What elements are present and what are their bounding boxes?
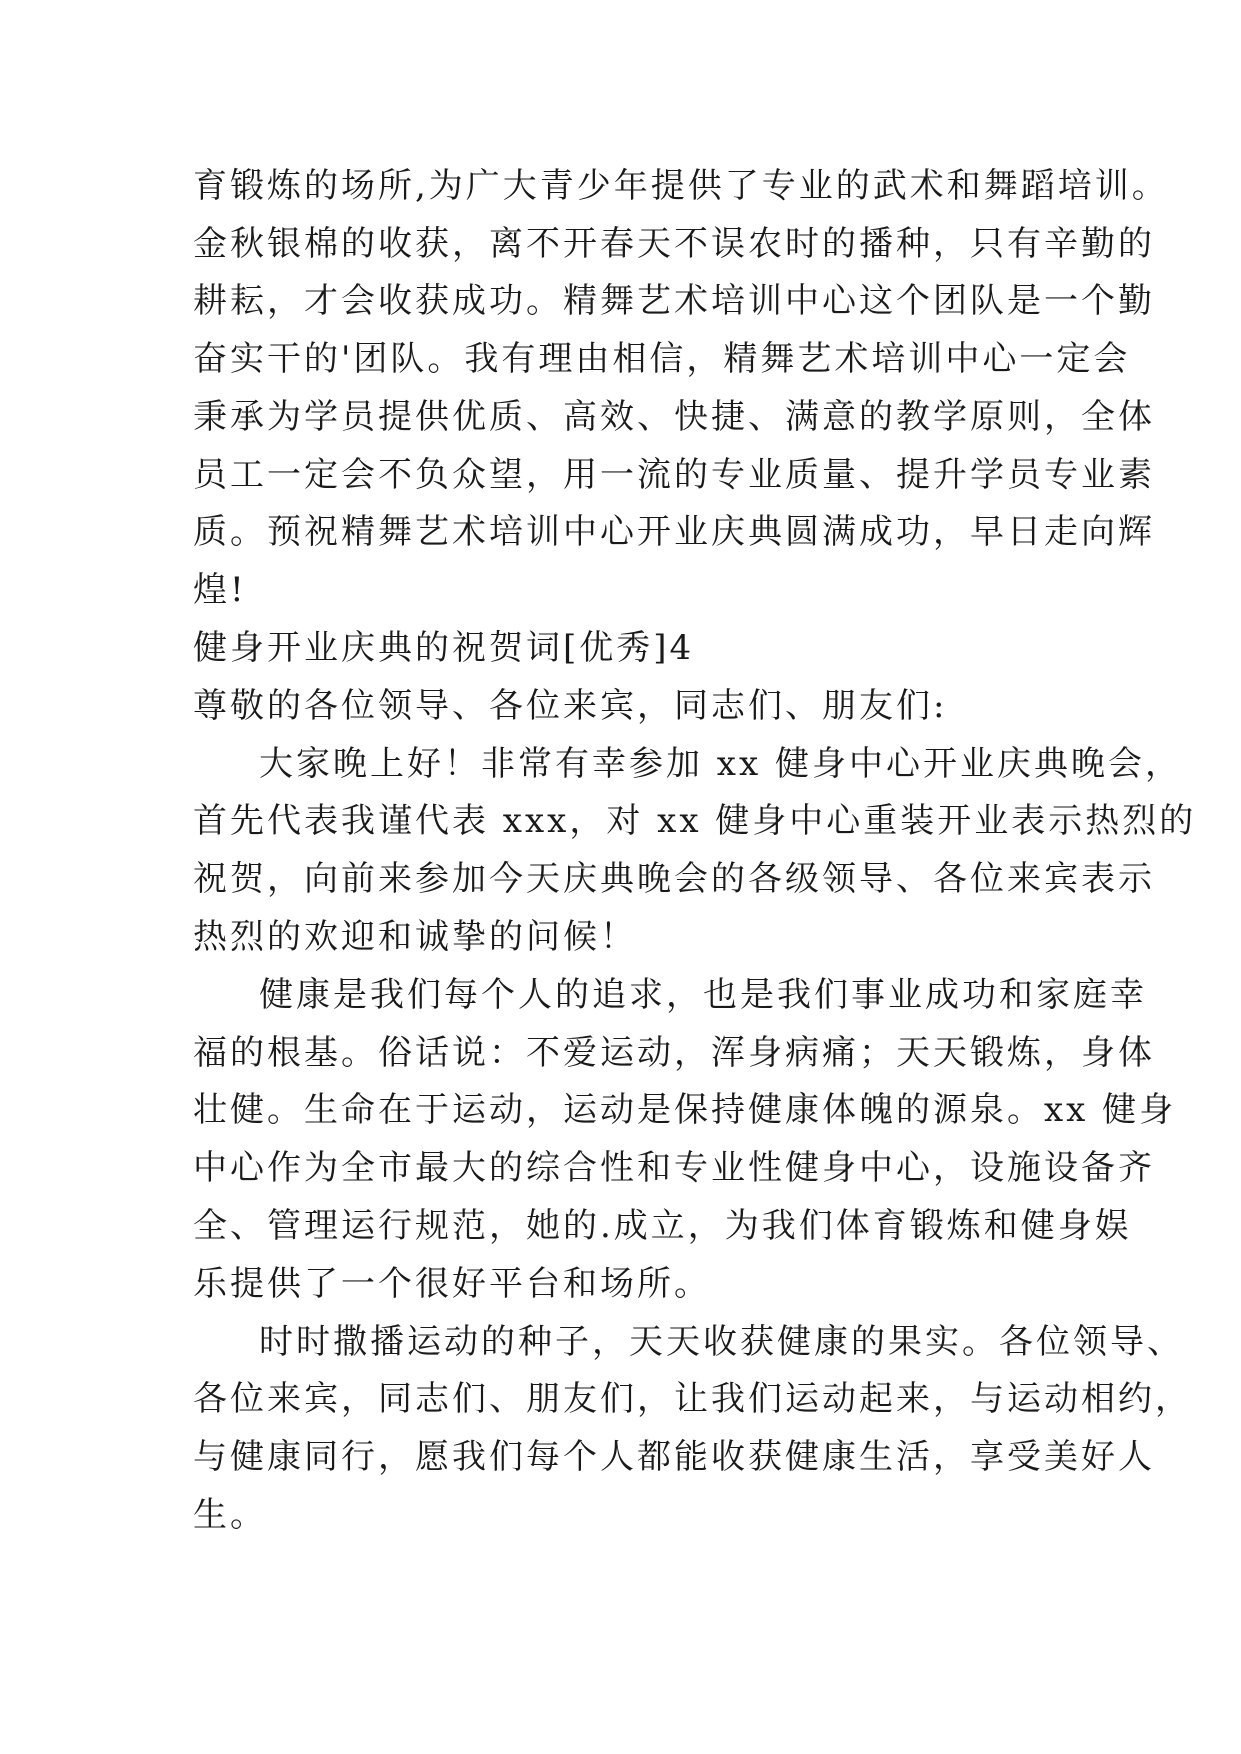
section-heading: 健身开业庆典的祝贺词[优秀]4 [193, 628, 695, 668]
text-line: 员工一定会不负众望，用一流的专业质量、提升学员专业素 [193, 455, 1155, 495]
text-line: 生。 [193, 1495, 267, 1535]
text-line: 首先代表我谨代表 xxx，对 xx 健身中心重装开业表示热烈的 [193, 801, 1197, 841]
text-line: 时时撒播运动的种子，天天收获健康的果实。各位领导、 [259, 1322, 1184, 1362]
text-line: 大家晚上好！非常有幸参加 xx 健身中心开业庆典晚会， [259, 744, 1182, 784]
text-line: 福的根基。俗话说：不爱运动，浑身病痛；天天锻炼，身体 [193, 1033, 1155, 1073]
text-line: 耕耘，才会收获成功。精舞艺术培训中心这个团队是一个勤 [193, 281, 1155, 321]
text-line: 中心作为全市最大的综合性和专业性健身中心，设施设备齐 [193, 1148, 1155, 1188]
text-line: 祝贺，向前来参加今天庆典晚会的各级领导、各位来宾表示 [193, 859, 1155, 899]
text-line: 育锻炼的场所,为广大青少年提供了专业的武术和舞蹈培训。 [193, 166, 1169, 206]
text-line: 与健康同行，愿我们每个人都能收获健康生活，享受美好人 [193, 1437, 1155, 1477]
text-line: 煌! [193, 570, 247, 610]
text-line: 奋实干的'团队。我有理由相信，精舞艺术培训中心一定会 [193, 339, 1131, 379]
text-line: 壮健。生命在于运动，运动是保持健康体魄的源泉。xx 健身 [193, 1090, 1177, 1130]
text-line: 热烈的欢迎和诚挚的问候！ [193, 917, 637, 957]
text-line: 质。预祝精舞艺术培训中心开业庆典圆满成功，早日走向辉 [193, 512, 1155, 552]
text-line: 健康是我们每个人的追求，也是我们事业成功和家庭幸 [259, 975, 1147, 1015]
text-line: 各位来宾，同志们、朋友们，让我们运动起来，与运动相约， [193, 1379, 1192, 1419]
text-line: 金秋银棉的收获，离不开春天不误农时的播种，只有辛勤的 [193, 224, 1155, 264]
salutation: 尊敬的各位领导、各位来宾，同志们、朋友们: [193, 686, 948, 726]
text-line: 秉承为学员提供优质、高效、快捷、满意的教学原则，全体 [193, 397, 1155, 437]
text-line: 乐提供了一个很好平台和场所。 [193, 1264, 711, 1304]
text-line: 全、管理运行规范，她的.成立，为我们体育锻炼和健身娱 [193, 1206, 1132, 1246]
